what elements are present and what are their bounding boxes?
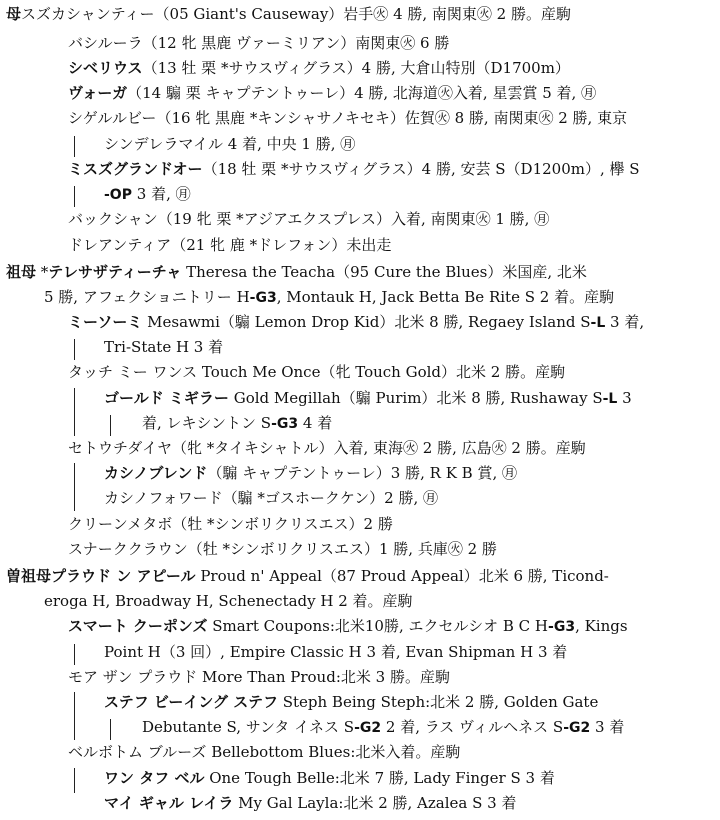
relation-label: 祖母 (6, 263, 37, 281)
relation-label: 曽祖母 (6, 567, 52, 585)
text-segment: One Tough Belle:北米 7 勝, Lady Finger S 3 着 (204, 769, 555, 787)
horse-name: シベリウス (68, 59, 143, 77)
bracket-line (110, 719, 111, 740)
horse-name: タッチ ミー ワンス (68, 363, 198, 381)
horse-name: セトウチダイヤ (68, 439, 172, 457)
text-segment: シンデレラマイル 4 着, 中央 1 勝, ㊊ (104, 135, 356, 153)
pedigree-line (44, 589, 720, 614)
horse-name: ヴォーガ (68, 84, 128, 102)
text-segment: 3 着 (590, 718, 625, 736)
text-segment: Proud n' Appeal（87 Proud Appeal）北米 6 勝, Ticond- (195, 567, 609, 585)
horse-name: テレサザティーチャ (48, 263, 182, 281)
text-segment: 3 (617, 389, 632, 407)
text-segment: （牡 *シンボリクリスエス）1 勝, 兵庫㊋ 2 勝 (187, 540, 497, 558)
text-segment: （16 牝 黒鹿 *キンシャサノキセキ）佐賀㊋ 8 勝, 南関東㊋ 2 勝, 東京 (156, 109, 628, 127)
pedigree-line (142, 411, 720, 436)
text-segment: Theresa the Teacha（95 Cure the Blues）米国産, 北米 (181, 263, 587, 281)
horse-name: バックシャン (68, 210, 158, 228)
text-segment: （騸 *ゴスホークケン）2 勝, ㊊ (222, 489, 439, 507)
grade-label: -L (590, 315, 606, 331)
horse-name: スナーククラウン (68, 540, 188, 558)
bracket-line (74, 768, 75, 793)
pedigree-line (104, 182, 720, 207)
pedigree-line (6, 260, 720, 285)
horse-name: バシルーラ (68, 34, 143, 52)
pedigree-line (142, 715, 720, 740)
pedigree-line (68, 665, 720, 690)
grade-label: -G3 (271, 416, 299, 432)
text-segment: Point H（3 回）, Empire Classic H 3 着, Evan Shipman H 3 着 (104, 643, 568, 661)
horse-name: プラウド ン アピール (51, 567, 196, 585)
horse-name: カシノフォワード (104, 489, 223, 507)
pedigree-line (104, 386, 720, 411)
grade-label: -L (602, 391, 618, 407)
pedigree-line (68, 360, 720, 385)
pedigree-line (68, 81, 720, 106)
text-segment: Gold Megillah（騸 Purim）北米 8 勝, Rushaway S (228, 389, 603, 407)
text-segment: Smart Coupons:北米10勝, エクセルシオ B C H (207, 617, 549, 635)
horse-name: ミスズグランドオー (68, 160, 203, 178)
text-segment: （12 牝 黒鹿 ヴァーミリアン）南関東㊋ 6 勝 (142, 34, 450, 52)
text-segment: 4 着 (298, 414, 333, 432)
horse-name: ワン タフ ベル (104, 769, 205, 787)
text-segment: （13 牡 栗 *サウスヴィグラス）4 勝, 大倉山特別（D1700m） (142, 59, 570, 77)
pedigree-line (68, 740, 720, 765)
pedigree-line (104, 335, 720, 360)
text-segment: （18 牡 栗 *サウスヴィグラス）4 勝, 安芸 S（D1200m）, 欅 S (202, 160, 640, 178)
text-segment: Mesawmi（騸 Lemon Drop Kid）北米 8 勝, Regaey Island S (142, 313, 591, 331)
pedigree-line (104, 640, 720, 665)
horse-name: ドレアンティア (68, 236, 172, 254)
text-segment: （05 Giant's Causeway）岩手㊋ 4 勝, 南関東㊋ 2 勝。産駒 (154, 5, 571, 23)
text-segment: （14 騸 栗 キャプテントゥーレ）4 勝, 北海道㊋入着, 星雲賞 5 着, ㊊ (127, 84, 597, 102)
horse-name: マイ ギャル レイラ (104, 794, 234, 812)
pedigree-line (68, 310, 720, 335)
text-segment: 着, レキシントン S (142, 414, 272, 432)
bracket-line (110, 415, 111, 436)
pedigree-line (104, 132, 720, 157)
pedigree-line (104, 486, 720, 511)
horse-name: クリーンメタボ (68, 515, 173, 533)
pedigree-line (68, 207, 720, 232)
bracket-line (74, 388, 75, 436)
text-segment: Debutante S, サンタ イネス S (142, 718, 355, 736)
bracket-line (74, 136, 75, 157)
pedigree-line (68, 537, 720, 562)
text-segment: （19 牝 栗 *アジアエクスプレス）入着, 南関東㊋ 1 勝, ㊊ (157, 210, 550, 228)
text-segment: （牡 *シンボリクリスエス）2 勝 (172, 515, 393, 533)
grade-label: -G2 (354, 720, 382, 736)
text-segment: （牝 *タイキシャトル）入着, 東海㊋ 2 勝, 広島㊋ 2 勝。産駒 (171, 439, 586, 457)
grade-label: -G2 (563, 720, 591, 736)
pedigree-line (68, 436, 720, 461)
pedigree-line (104, 461, 720, 486)
bracket-line (74, 339, 75, 360)
pedigree-line (44, 285, 720, 310)
text-segment: Bellebottom Blues:北米入着。産駒 (206, 743, 461, 761)
horse-name: ベルボトム ブルーズ (68, 743, 207, 761)
bracket-line (74, 186, 75, 207)
pedigree-line (104, 690, 720, 715)
grade-label: -G3 (249, 290, 277, 306)
pedigree-line (68, 56, 720, 81)
pedigree-line (68, 157, 720, 182)
horse-name: ゴールド ミギラー (104, 389, 229, 407)
pedigree-line (68, 512, 720, 537)
grade-label: -OP (104, 187, 132, 203)
bracket-line (74, 692, 75, 740)
grade-label: -G3 (548, 619, 576, 635)
text-segment: , Montauk H, Jack Betta Be Rite S 2 着。産駒 (276, 288, 615, 306)
text-segment: （騸 キャプテントゥーレ）3 勝, R K B 賞, ㊊ (207, 464, 517, 482)
horse-name: ミーソーミ (68, 313, 143, 331)
text-segment: * (36, 263, 49, 281)
horse-name: モア ザン プラウド (68, 668, 198, 686)
text-segment: 2 着, ラス ヴィルヘネス S (381, 718, 564, 736)
text-segment: Steph Being Steph:北米 2 勝, Golden Gate (277, 693, 599, 711)
bracket-line (74, 463, 75, 511)
pedigree-line (68, 31, 720, 56)
text-segment: Tri-State H 3 着 (104, 338, 224, 356)
pedigree-line (104, 791, 720, 816)
horse-name: カシノブレンド (104, 464, 208, 482)
text-segment: eroga H, Broadway H, Schenectady H 2 着。産駒 (44, 592, 413, 610)
text-segment: 5 勝, アフェクショニトリー H (44, 288, 250, 306)
text-segment: 3 着, (605, 313, 645, 331)
horse-name: ステフ ビーイング ステフ (104, 693, 278, 711)
relation-label: 母 (6, 5, 22, 23)
text-segment: , Kings (575, 617, 628, 635)
pedigree-line (6, 564, 720, 589)
text-segment: 3 着, ㊊ (131, 185, 191, 203)
text-segment: Touch Me Once（牝 Touch Gold）北米 2 勝。産駒 (197, 363, 566, 381)
text-segment: （21 牝 鹿 *ドレフォン）未出走 (171, 236, 392, 254)
pedigree-line (68, 106, 720, 131)
text-segment: More Than Proud:北米 3 勝。産駒 (197, 668, 450, 686)
horse-name: スズカシャンティー (21, 5, 155, 23)
pedigree-line (6, 2, 720, 27)
horse-name: シゲルルビー (68, 109, 157, 127)
bracket-line (74, 644, 75, 665)
pedigree-line (104, 766, 720, 791)
pedigree-line (68, 233, 720, 258)
text-segment: My Gal Layla:北米 2 勝, Azalea S 3 着 (233, 794, 517, 812)
pedigree-line (68, 614, 720, 639)
horse-name: スマート クーポンズ (68, 617, 208, 635)
